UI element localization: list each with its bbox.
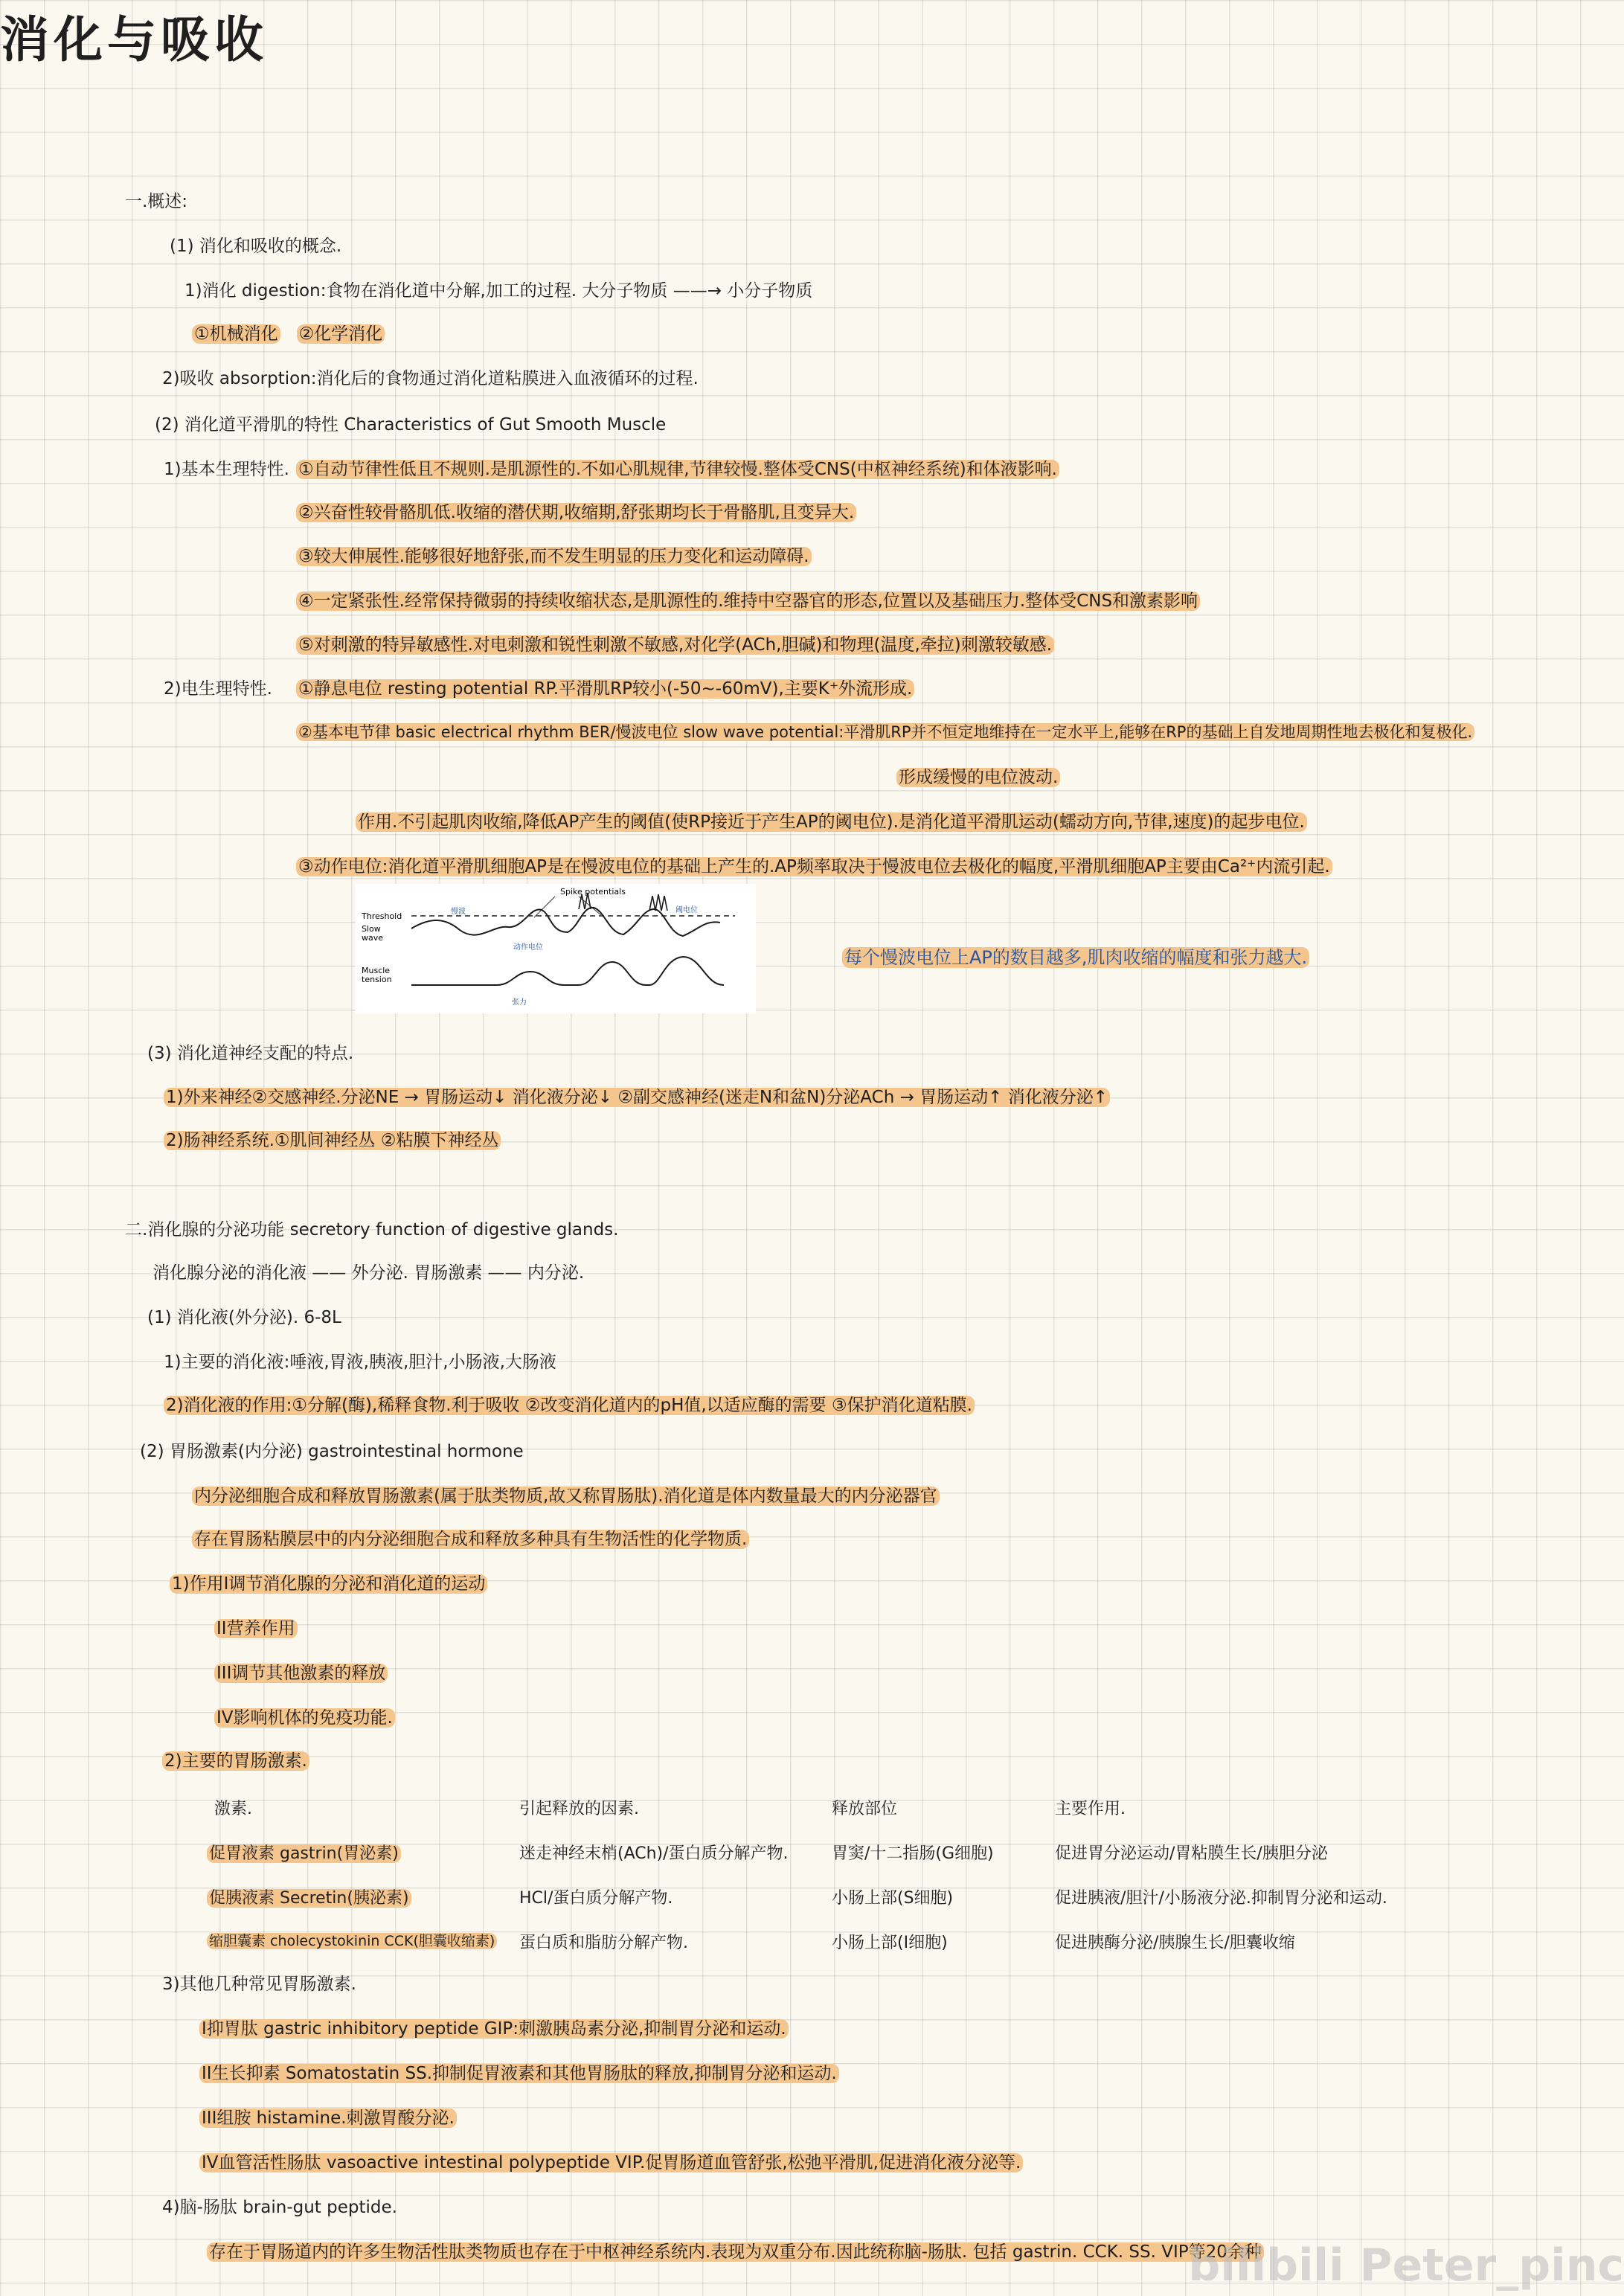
basic-properties-label: 1)基本生理特性. — [164, 460, 289, 479]
digestion-definition: 1)消化 digestion:食物在消化道中分解,加工的过程. 大分子物质 ——→ 小分子物质 — [184, 281, 813, 301]
digestion-types — [192, 324, 385, 345]
smooth-muscle-heading: (2) 消化道平滑肌的特性 Characteristics of Gut Smooth Muscle — [155, 415, 667, 434]
table-header-hormone: 激素. — [214, 1800, 252, 1818]
basic-property-5: ⑤对刺激的特异敏感性.对电刺激和锐性刺激不敏感,对化学(ACh,胆碱)和物理(温度,牵拉)刺激较敏感. — [296, 635, 1054, 656]
chemical-digestion: ②化学消化 — [297, 324, 385, 344]
table-cell: 促进胃分泌运动/胃粘膜生长/胰胆分泌 — [1055, 1844, 1328, 1863]
table-cell: 促胃液素 gastrin(胃泌素) — [207, 1841, 401, 1864]
table-cell: 促进胰液/胆汁/小肠液分泌.抑制胃分泌和运动. — [1055, 1889, 1387, 1908]
absorption-definition: 2)吸收 absorption:消化后的食物通过消化道粘膜进入血液循环的过程. — [162, 369, 699, 388]
section-1-heading: 一.概述: — [125, 192, 188, 211]
table-cell: 缩胆囊素 cholecystokinin CCK(胆囊收缩素) — [207, 1930, 497, 1950]
table-header-factor: 引起释放的因素. — [519, 1800, 639, 1818]
table-header-site: 释放部位 — [832, 1800, 898, 1818]
concept-heading: (1) 消化和吸收的概念. — [170, 237, 342, 256]
table-cell: 促进胰酶分泌/胰腺生长/胆囊收缩 — [1055, 1934, 1295, 1952]
main-juices: 1)主要的消化液:唾液,胃液,胰液,胆汁,小肠液,大肠液 — [164, 1353, 556, 1372]
basic-property-3: ③较大伸展性.能够很好地舒张,而不发生明显的压力变化和运动障碍. — [296, 547, 812, 568]
figure-note: 每个慢波电位上AP的数目越多,肌肉收缩的幅度和张力越大. — [842, 947, 1309, 969]
brain-gut-definition: 存在于胃肠道内的许多生物活性肽类物质也存在于中枢神经系统内.表现为双重分布.因此统称脑-肠肽. 包括 gastrin. CCK. SS. VIP等20余种 — [207, 2242, 1264, 2263]
section-2-heading: 二.消化腺的分泌功能 secretory function of digestive glands. — [125, 1220, 619, 1240]
svg-text:慢波: 慢波 — [451, 908, 466, 916]
nerve-item-2: 2)肠神经系统.①肌间神经丛 ②粘膜下神经丛 — [164, 1131, 501, 1152]
table-cell: HCl/蛋白质分解产物. — [519, 1889, 673, 1908]
fig-spike-label: Spike potentials — [560, 887, 626, 897]
slow-wave-figure — [356, 884, 756, 1013]
main-hormones-heading: 2)主要的胃肠激素. — [162, 1751, 309, 1772]
page-title: 消化与吸收 — [0, 11, 268, 68]
basic-electrical-rhythm: ②基本电节律 basic electrical rhythm BER/慢波电位 slow wave potential:平滑肌RP并不恒定地维持在一定水平上,能够在RP的基础上自发地周期性地去极化和复极化. — [296, 723, 1474, 742]
svg-text:tension: tension — [362, 975, 392, 984]
secretion-intro: 消化腺分泌的消化液 —— 外分泌. 胃肠激素 —— 内分泌. — [153, 1263, 585, 1283]
fig-threshold-label: Threshold — [362, 911, 402, 921]
resting-potential: ①静息电位 resting potential RP.平滑肌RP较小(-50~-60mV),主要K⁺外流形成. — [296, 679, 914, 700]
nerve-item-1: 1)外来神经②交感神经.分泌NE → 胃肠运动↓ 消化液分泌↓ ②副交感神经(迷走N和盆N)分泌ACh → 胃肠运动↑ 消化液分泌↑ — [164, 1088, 1110, 1109]
table-cell: 小肠上部(S细胞) — [832, 1889, 954, 1908]
ber-continuation: 形成缓慢的电位波动. — [896, 768, 1060, 789]
digestive-juice-heading: (1) 消化液(外分泌). 6-8L — [147, 1308, 341, 1327]
svg-text:动作电位: 动作电位 — [513, 943, 543, 952]
table-cell: 蛋白质和脂肪分解产物. — [519, 1934, 688, 1952]
basic-property-2: ②兴奋性较骨骼肌低.收缩的潜伏期,收缩期,舒张期均长于骨骼肌,且变异大. — [296, 503, 856, 524]
other-hormone-vip: IV血管活性肠肽 vasoactive intestinal polypeptide VIP.促胃肠道血管舒张,松弛平滑肌,促进消化液分泌等. — [199, 2153, 1023, 2174]
watermark: bilibili Peter_pinc — [1188, 2239, 1624, 2292]
svg-text:Muscle: Muscle — [362, 966, 391, 975]
svg-text:Slow: Slow — [362, 924, 381, 934]
svg-text:wave: wave — [362, 933, 384, 943]
other-hormone-gip: I抑胃肽 gastric inhibitory peptide GIP:刺激胰岛素分泌,抑制胃分泌和运动. — [199, 2019, 789, 2040]
action-potential: ③动作电位:消化道平滑肌细胞AP是在慢波电位的基础上产生的.AP频率取决于慢波电位去极化的幅度,平滑肌细胞AP主要由Ca²⁺内流引起. — [296, 857, 1332, 878]
basic-property-4: ④一定紧张性.经常保持微弱的持续收缩状态,是肌源性的.维持中空器官的形态,位置以及基础压力.整体受CNS和激素影响 — [296, 591, 1200, 612]
mechanical-digestion: ①机械消化 — [192, 324, 280, 344]
table-cell: 促胰液素 Secretin(胰泌素) — [207, 1885, 411, 1908]
other-hormone-ss: II生长抑素 Somatostatin SS.抑制促胃液素和其他胃肠肽的释放,抑制胃分泌和运动. — [199, 2064, 839, 2085]
slow-wave-effect: 作用.不引起肌肉收缩,降低AP产生的阈值(使RP接近于产生AP的阈电位).是消化道平滑肌运动(蠕动方向,节律,速度)的起步电位. — [356, 812, 1307, 833]
hormone-heading: (2) 胃肠激素(内分泌) gastrointestinal hormone — [140, 1442, 524, 1461]
other-hormone-histamine: III组胺 histamine.刺激胃酸分泌. — [199, 2109, 457, 2129]
hormone-definition-1: 内分泌细胞合成和释放胃肠激素(属于肽类物质,故又称胃肠肽).消化道是体内数量最大的内分泌器官 — [192, 1487, 940, 1507]
basic-property-1: ①自动节律性低且不规则.是肌源性的.不如心肌规律,节律较慢.整体受CNS(中枢神经系统)和体液影响. — [296, 460, 1059, 481]
table-cell: 胃窦/十二指肠(G细胞) — [832, 1844, 994, 1863]
hormone-function-4: IV影响机体的免疫功能. — [214, 1708, 395, 1729]
svg-text:阈电位: 阈电位 — [675, 906, 698, 914]
other-hormones-heading: 3)其他几种常见胃肠激素. — [162, 1975, 356, 1994]
brain-gut-heading: 4)脑-肠肽 brain-gut peptide. — [162, 2198, 397, 2217]
table-cell: 小肠上部(I细胞) — [832, 1934, 948, 1952]
hormone-function-3: III调节其他激素的释放 — [214, 1664, 388, 1684]
hormone-function-2: II营养作用 — [214, 1619, 298, 1640]
nerve-heading: (3) 消化道神经支配的特点. — [147, 1044, 354, 1063]
juice-functions: 2)消化液的作用:①分解(酶),稀释食物.利于吸收 ②改变消化道内的pH值,以适应酶的需要 ③保护消化道粘膜. — [164, 1396, 975, 1417]
electro-label: 2)电生理特性. — [164, 679, 272, 699]
table-cell: 迷走神经末梢(ACh)/蛋白质分解产物. — [519, 1844, 789, 1863]
svg-text:张力: 张力 — [512, 998, 527, 1007]
hormone-definition-2: 存在胃肠粘膜层中的内分泌细胞合成和释放多种具有生物活性的化学物质. — [192, 1530, 749, 1551]
muscle-tension-trace — [411, 957, 724, 985]
table-header-action: 主要作用. — [1055, 1800, 1126, 1818]
hormone-function: 1)作用I调节消化腺的分泌和消化道的运动 — [170, 1574, 487, 1595]
